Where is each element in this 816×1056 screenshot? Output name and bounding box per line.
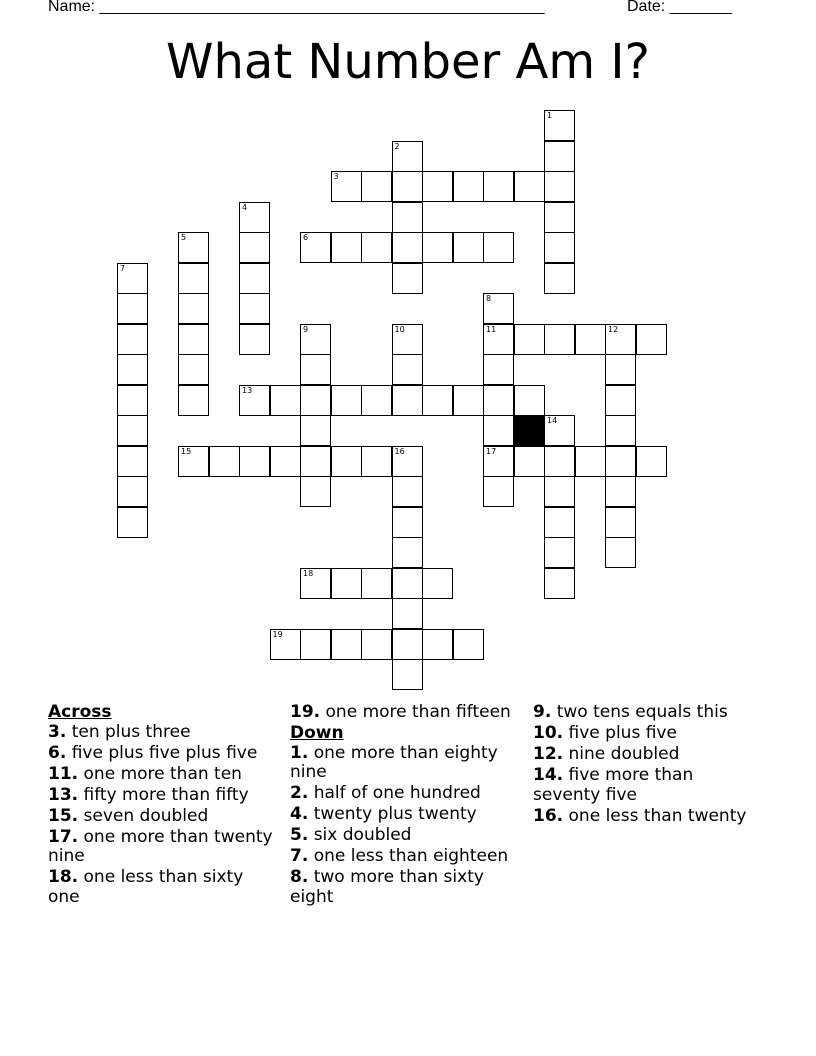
grid-cell[interactable] xyxy=(605,415,636,446)
clue-across-17: 17. one more than twenty nine xyxy=(48,826,273,866)
grid-cell[interactable] xyxy=(239,324,270,355)
grid-cell[interactable] xyxy=(300,629,331,660)
grid-cell[interactable] xyxy=(178,232,209,263)
grid-cell[interactable] xyxy=(483,171,514,202)
grid-cell[interactable] xyxy=(117,324,148,355)
clue-number: 2 xyxy=(394,141,400,151)
grid-cell[interactable] xyxy=(117,385,148,416)
grid-cell[interactable] xyxy=(300,476,331,507)
grid-cell[interactable] xyxy=(544,202,575,233)
grid-cell[interactable] xyxy=(300,324,331,355)
clue-across-11: 11. one more than ten xyxy=(48,763,242,784)
clue-number: 5 xyxy=(181,233,187,242)
grid-cell[interactable] xyxy=(483,446,514,477)
name-field-label: Name: __________________________________________________ xyxy=(48,0,545,15)
grid-cell[interactable] xyxy=(239,232,270,263)
clue-down-9: 9. two tens equals this xyxy=(533,702,728,722)
grid-cell[interactable] xyxy=(178,446,209,477)
grid-cell[interactable] xyxy=(270,629,301,660)
grid-cell[interactable] xyxy=(300,232,331,263)
grid-block-cell xyxy=(514,415,545,446)
grid-cell[interactable] xyxy=(544,476,575,507)
grid-cell[interactable] xyxy=(178,263,209,294)
grid-cell[interactable] xyxy=(178,293,209,324)
grid-cell[interactable] xyxy=(483,324,514,355)
clue-down-1: 1. one more than eighty nine xyxy=(290,742,498,782)
grid-cell[interactable] xyxy=(392,476,423,507)
grid-cell[interactable] xyxy=(392,202,423,233)
grid-cell[interactable] xyxy=(361,232,392,263)
grid-cell[interactable] xyxy=(636,324,667,355)
grid-cell[interactable] xyxy=(209,446,240,477)
grid-cell[interactable] xyxy=(392,659,423,690)
grid-cell[interactable] xyxy=(392,324,423,355)
grid-cell[interactable] xyxy=(300,354,331,385)
grid-cell[interactable] xyxy=(239,385,270,416)
down-heading: Down xyxy=(290,723,344,743)
grid-cell[interactable] xyxy=(453,629,484,660)
grid-cell[interactable] xyxy=(331,171,362,202)
grid-cell[interactable] xyxy=(117,446,148,477)
grid-cell[interactable] xyxy=(239,202,270,233)
grid-cell[interactable] xyxy=(483,476,514,507)
clue-across-3: 3. ten plus three xyxy=(48,721,191,742)
grid-cell[interactable] xyxy=(392,141,423,172)
grid-cell[interactable] xyxy=(605,324,636,355)
across-heading: Across xyxy=(48,702,112,722)
grid-cell[interactable] xyxy=(392,171,423,202)
grid-cell[interactable] xyxy=(392,507,423,538)
clue-across-18: 18. one less than sixty one xyxy=(48,867,244,907)
grid-cell[interactable] xyxy=(544,507,575,538)
grid-cell[interactable] xyxy=(514,324,545,355)
grid-cell[interactable] xyxy=(514,446,545,477)
grid-cell[interactable] xyxy=(422,385,453,416)
grid-cell[interactable] xyxy=(300,568,331,599)
grid-cell[interactable] xyxy=(117,415,148,446)
grid-cell[interactable] xyxy=(361,446,392,477)
grid-cell[interactable] xyxy=(239,293,270,324)
grid-cell[interactable] xyxy=(483,354,514,385)
grid-cell[interactable] xyxy=(392,263,423,294)
grid-cell[interactable] xyxy=(392,385,423,416)
grid-cell[interactable] xyxy=(300,415,331,446)
clue-down-7: 7. one less than eighteen xyxy=(290,846,509,866)
grid-cell[interactable] xyxy=(453,385,484,416)
clue-across-6: 6. five plus five plus five xyxy=(48,742,258,763)
date-field-label: Date: _______ xyxy=(627,0,732,15)
clue-number: 17 xyxy=(486,446,497,456)
grid-cell[interactable] xyxy=(605,354,636,385)
clue-number: 15 xyxy=(181,446,192,456)
grid-cell[interactable] xyxy=(544,568,575,599)
grid-cell[interactable] xyxy=(331,629,362,660)
grid-cell[interactable] xyxy=(178,385,209,416)
grid-cell[interactable] xyxy=(361,568,392,599)
grid-cell[interactable] xyxy=(331,446,362,477)
clue-number: 4 xyxy=(242,202,248,212)
grid-cell[interactable] xyxy=(422,171,453,202)
grid-cell[interactable] xyxy=(544,537,575,568)
grid-cell[interactable] xyxy=(544,110,575,141)
grid-cell[interactable] xyxy=(392,232,423,263)
grid-cell[interactable] xyxy=(331,385,362,416)
grid-cell[interactable] xyxy=(605,537,636,568)
grid-cell[interactable] xyxy=(422,568,453,599)
clue-number: 9 xyxy=(303,324,309,334)
grid-cell[interactable] xyxy=(178,324,209,355)
grid-cell[interactable] xyxy=(544,171,575,202)
grid-cell[interactable] xyxy=(483,415,514,446)
grid-cell[interactable] xyxy=(392,568,423,599)
grid-cell[interactable] xyxy=(392,537,423,568)
grid-cell[interactable] xyxy=(483,385,514,416)
clue-number: 16 xyxy=(394,446,405,456)
clue-down-4: 4. twenty plus twenty xyxy=(290,804,477,824)
grid-cell[interactable] xyxy=(117,476,148,507)
clue-down-12: 12. nine doubled xyxy=(533,744,680,764)
clue-number: 6 xyxy=(303,233,309,242)
grid-cell[interactable] xyxy=(117,263,148,294)
clue-number: 3 xyxy=(333,172,339,181)
clue-number: 12 xyxy=(608,324,619,334)
grid-cell[interactable] xyxy=(514,385,545,416)
grid-cell[interactable] xyxy=(605,476,636,507)
grid-cell[interactable] xyxy=(178,354,209,385)
clue-number: 19 xyxy=(272,629,283,639)
grid-cell[interactable] xyxy=(239,446,270,477)
grid-cell[interactable] xyxy=(300,385,331,416)
grid-cell[interactable] xyxy=(636,446,667,477)
clues-column-2 xyxy=(290,703,522,909)
grid-cell[interactable] xyxy=(239,263,270,294)
clue-down-8: 8. two more than sixty eight xyxy=(290,867,484,907)
grid-cell[interactable] xyxy=(605,446,636,477)
clue-number: 1 xyxy=(547,111,553,120)
clues-column-3 xyxy=(533,703,765,828)
grid-cell[interactable] xyxy=(300,446,331,477)
puzzle-title: What Number Am I? xyxy=(166,34,650,90)
grid-cell[interactable] xyxy=(544,141,575,172)
grid-cell[interactable] xyxy=(117,354,148,385)
grid-cell[interactable] xyxy=(392,446,423,477)
clue-down-10: 10. five plus five xyxy=(533,723,677,743)
grid-cell[interactable] xyxy=(331,232,362,263)
grid-cell[interactable] xyxy=(361,385,392,416)
grid-cell[interactable] xyxy=(361,171,392,202)
clue-across-19: 19. one more than fifteen xyxy=(290,702,511,722)
clue-down-2: 2. half of one hundred xyxy=(290,783,481,803)
grid-cell[interactable] xyxy=(544,324,575,355)
grid-cell[interactable] xyxy=(270,385,301,416)
clue-number: 10 xyxy=(394,324,405,334)
grid-cell[interactable] xyxy=(270,446,301,477)
grid-cell[interactable] xyxy=(575,446,606,477)
clue-number: 8 xyxy=(486,294,492,303)
grid-cell[interactable] xyxy=(392,354,423,385)
grid-cell[interactable] xyxy=(422,232,453,263)
grid-cell[interactable] xyxy=(117,507,148,538)
clue-number: 11 xyxy=(486,324,497,334)
grid-cell[interactable] xyxy=(453,171,484,202)
grid-cell[interactable] xyxy=(575,324,606,355)
clue-number: 7 xyxy=(120,263,126,273)
grid-cell[interactable] xyxy=(361,629,392,660)
grid-cell[interactable] xyxy=(392,598,423,629)
clue-number: 13 xyxy=(242,385,253,395)
grid-cell[interactable] xyxy=(544,232,575,263)
clue-down-5: 5. six doubled xyxy=(290,825,412,845)
clue-number: 18 xyxy=(303,568,314,578)
grid-cell[interactable] xyxy=(483,232,514,263)
grid-cell[interactable] xyxy=(483,293,514,324)
grid-cell[interactable] xyxy=(605,507,636,538)
grid-cell[interactable] xyxy=(544,446,575,477)
clue-across-13: 13. fifty more than fifty xyxy=(48,784,249,805)
clue-across-15: 15. seven doubled xyxy=(48,805,209,826)
grid-cell[interactable] xyxy=(117,293,148,324)
clues-column-1 xyxy=(48,703,280,909)
grid-cell[interactable] xyxy=(544,263,575,294)
grid-cell[interactable] xyxy=(605,385,636,416)
clue-number: 14 xyxy=(547,416,558,425)
grid-cell[interactable] xyxy=(544,415,575,446)
grid-cell[interactable] xyxy=(331,568,362,599)
grid-cell[interactable] xyxy=(422,629,453,660)
grid-cell[interactable] xyxy=(453,232,484,263)
clue-down-14: 14. five more than seventy five xyxy=(533,765,694,805)
grid-cell[interactable] xyxy=(514,171,545,202)
clue-down-16: 16. one less than twenty xyxy=(533,805,747,826)
grid-cell[interactable] xyxy=(392,629,423,660)
